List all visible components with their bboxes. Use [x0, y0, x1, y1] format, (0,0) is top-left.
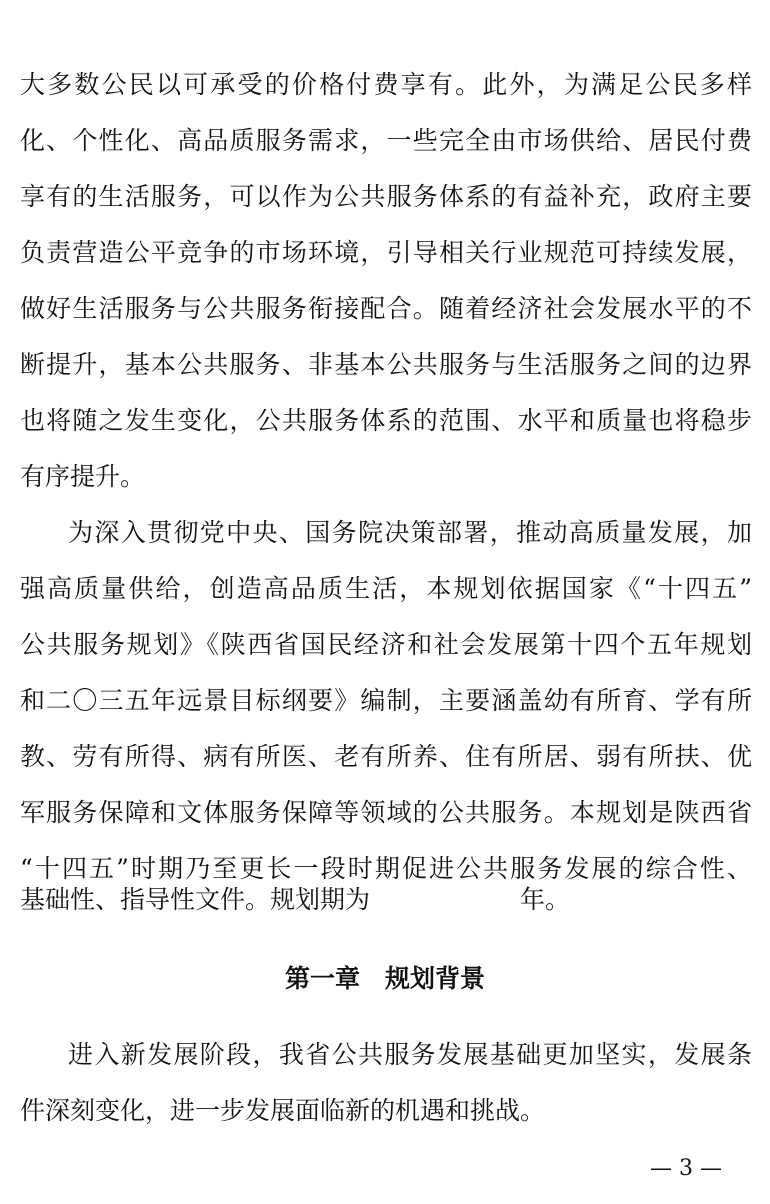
paragraph-line: 享有的生活服务，可以作为公共服务体系的有益补充，政府主要 [20, 182, 752, 211]
paragraph-line: 军服务保障和文体服务保障等领域的公共服务。本规划是陕西省 [20, 798, 752, 827]
paragraph-line: 强高质量供给，创造高品质生活，本规划依据国家《“十四五” [20, 574, 752, 603]
paragraph-line: 进入新发展阶段，我省公共服务发展基础更加坚实，发展条 [68, 1040, 752, 1069]
page-number: — 3 — [650, 1156, 722, 1181]
paragraph-line: 为深入贯彻党中央、国务院决策部署，推动高质量发展，加 [68, 518, 752, 547]
paragraph-line: 公共服务规划》《陕西省国民经济和社会发展第十四个五年规划 [20, 630, 752, 659]
paragraph-line: “十四五”时期乃至更长一段时期促进公共服务发展的综合性、 [20, 854, 752, 883]
paragraph-line: 件深刻变化，进一步发展面临新的机遇和挑战。 [20, 1096, 546, 1125]
paragraph-line: 和二〇三五年远景目标纲要》编制，主要涵盖幼有所育、学有所 [20, 686, 752, 715]
paragraph-line: 基础性、指导性文件。规划期为 年。 [20, 885, 571, 914]
paragraph-line: 教、劳有所得、病有所医、老有所养、住有所居、弱有所扶、优 [20, 742, 752, 771]
paragraph-line: 做好生活服务与公共服务衔接配合。随着经济社会发展水平的不 [20, 294, 752, 323]
chapter-heading: 第一章 规划背景 [284, 964, 485, 993]
paragraph-line: 负责营造公平竞争的市场环境，引导相关行业规范可持续发展， [20, 238, 752, 267]
paragraph-line: 有序提升。 [20, 462, 146, 491]
paragraph-line: 也将随之发生变化，公共服务体系的范围、水平和质量也将稳步 [20, 406, 752, 435]
paragraph-line: 大多数公民以可承受的价格付费享有。此外，为满足公民多样 [20, 70, 752, 99]
paragraph-line: 断提升，基本公共服务、非基本公共服务与生活服务之间的边界 [20, 350, 752, 379]
paragraph-line: 化、个性化、高品质服务需求，一些完全由市场供给、居民付费 [20, 126, 752, 155]
